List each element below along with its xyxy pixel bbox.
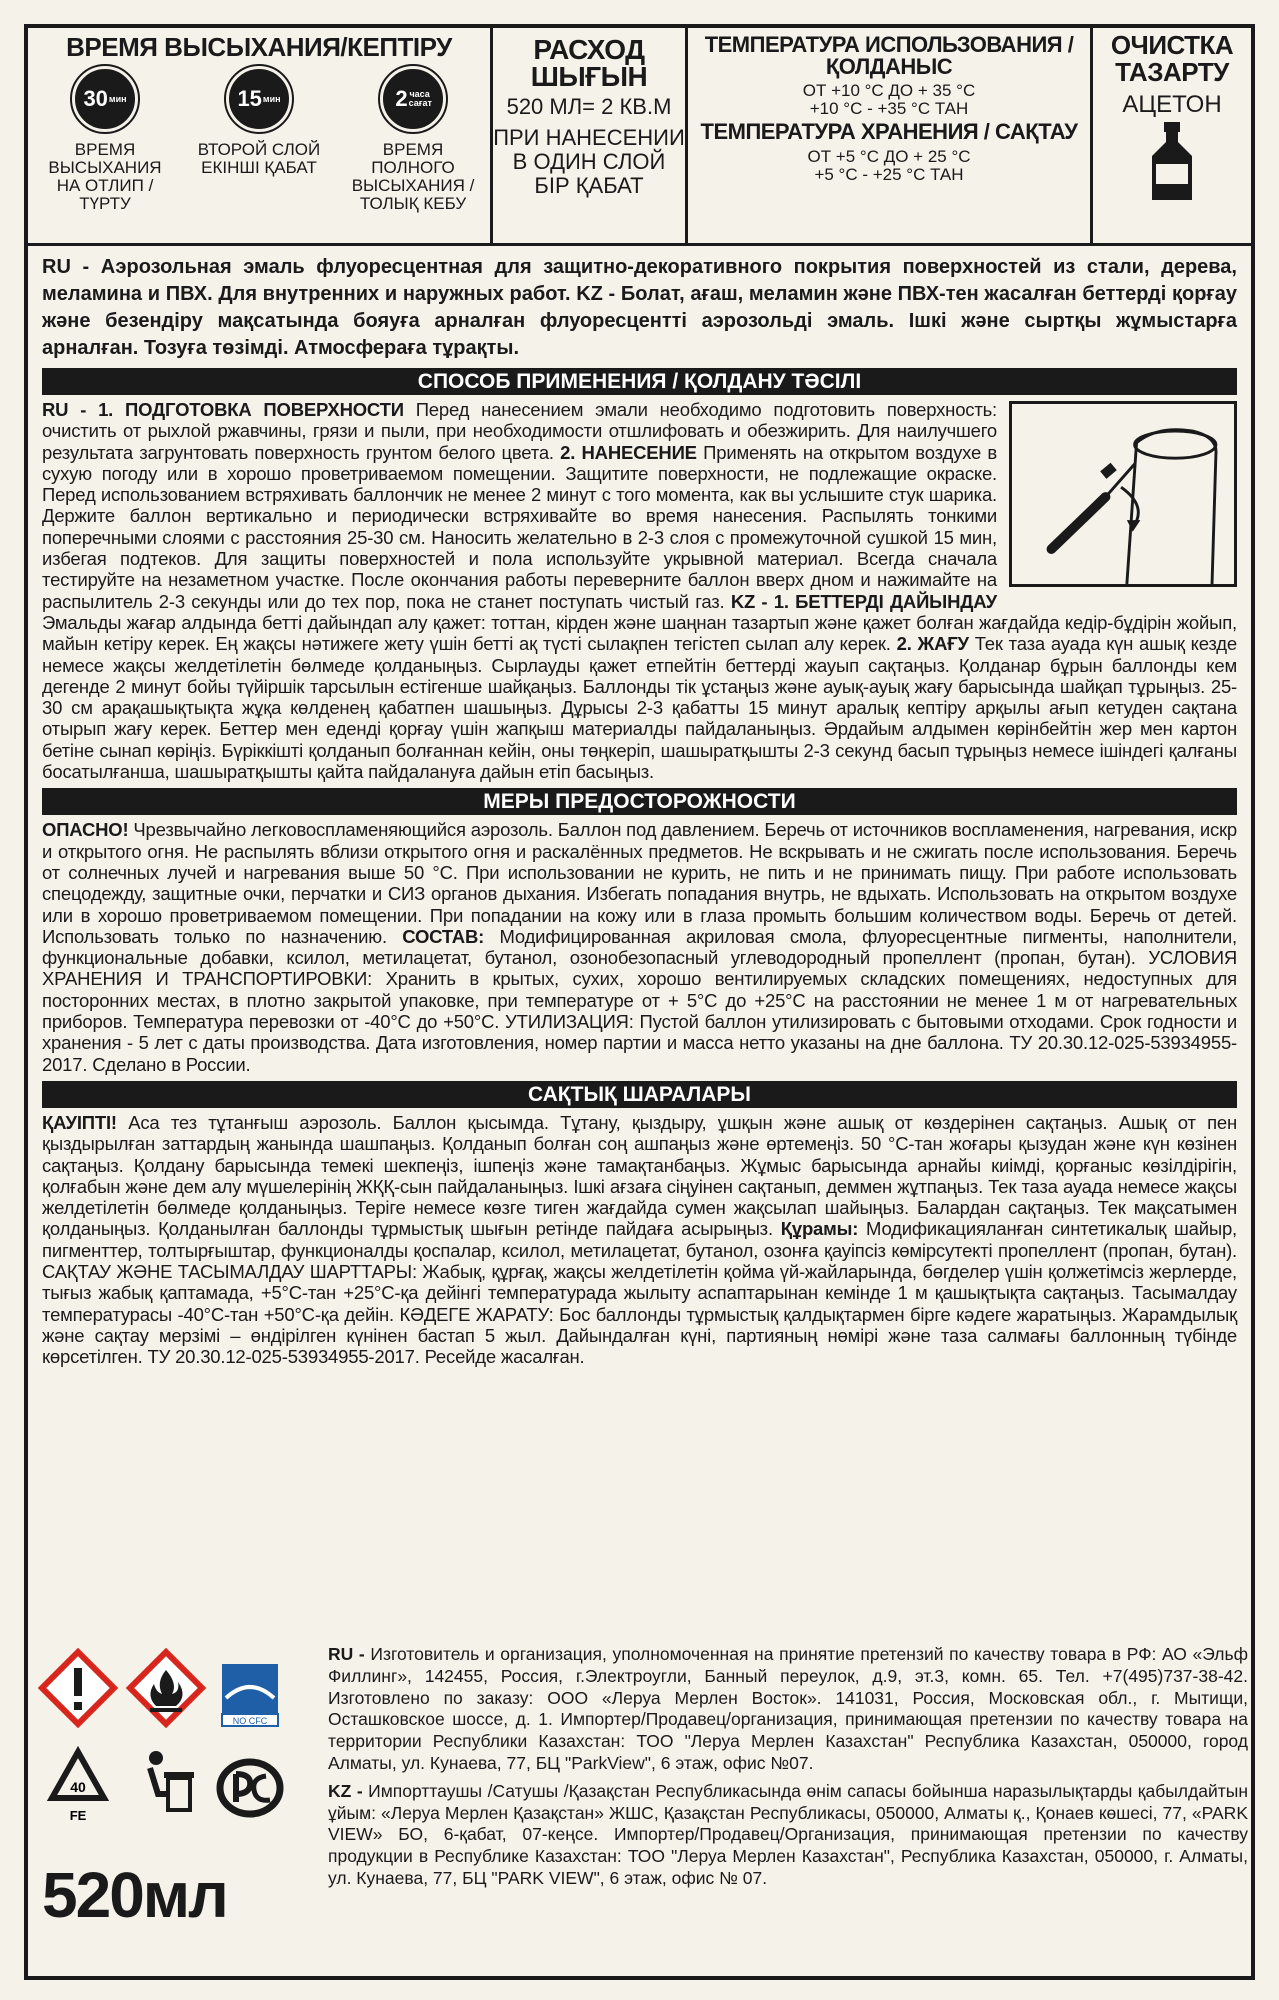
exclamation-hazard-icon	[42, 1652, 114, 1724]
timer-touch-dry	[35, 69, 175, 213]
precautions-kz-heading: САҚТЫҚ ШАРАЛАРЫ	[42, 1081, 1237, 1108]
manufacturer-info	[328, 1644, 1248, 1890]
consumption-note: ПРИ НАНЕСЕНИИ В ОДИН СЛОЙ БІР ҚАБАТ	[493, 125, 685, 198]
timer-label: ВТОРОЙ СЛОЙ ЕКІНШІ ҚАБАТ	[197, 140, 321, 177]
use-temp-kz: +10 °С - +35 °С ТАН	[809, 99, 969, 118]
precautions-ru-heading: МЕРЫ ПРЕДОСТОРОЖНОСТИ	[42, 788, 1237, 815]
timer-icon: 30 мин	[75, 69, 135, 129]
can-shaking-illustration-icon	[1009, 401, 1237, 587]
precautions-kz-text: ҚАУІПТІ! Аса тез тұтанғыш аэрозоль. Баллон қысымда. Тұтану, қыздыру, ұшқын және ашық от көздерінен сақтаңыз. Ашық от пен қыздырылған заттардың жанында шашпаңыз. Қолданып болған соң ашпаңыз және өртемеңіз. 50 °С-тан жоғары қызудан және күн көзінен сақтаңыз. Қолдану барысында темекі шекпеңіз, ішпеңіз және тамақтанбаңыз. Жұмыс барысында арнайы киімді, қорғаныс көзілдірігін, қолғабын және дем алу мүшелерінің ЖҚҚ-сын пайдаланыңыз. Ішкі ағзаға сіңуінен сақтанып, деммен жұтпаңыз. Тек таза ауада немесе жақсы желдетілетін бөлмеде қолданыңыз. Теріге немесе көзге тиген жағдайда сумен жақсылап шайыңыз. Балардан сақтаңыз. Тек мақсатымен қолданыңыз. Қолданылған баллонды тұрмыстық шығын ретінде пайдаға асырыңыз. Құрамы: Модификацияланған синтетикалық шайыр, пигменттер, толтырғыштар, функционалды қоспалар, ксилол, метилацетат, бутанол, озонға қауіпсіз көмірсутекті пропеллент (пропан, бутан). САҚТАУ ЖӘНЕ ТАСЫМАЛДАУ ШАРТТАРЫ: Жабық, құрғақ, жақсы желдетілетін қойма үй-жайларында, бөгделер үшін қолжетімсіз жерлерде, тығыз жабық қаптамада, +5°С-тан +25°С-қа дейінгі температурада жылыту аспаптарынан кемінде 1 м қашықтықта сақтаңыз. Тасымалдау температурасы -40°С-тан +50°С-қа дейін. КӘДЕГЕ ЖАРАТУ: Бос баллонды тұрмыстық қалдықтармен бірге кәдеге жаратыңыз. Жарамдылық және сақтау мерзімі – өндірілген күнінен бастап 5 жыл. Дайындалған күні, партияның нөмірі және таза салмағы баллонның түбінде көрсетілген. ТУ 20.30.12-025-53934955-2017. Ресейде жасалған.	[42, 1111, 1237, 1368]
cleaning-cell	[1093, 28, 1251, 243]
cleaning-title-kz: ТАЗАРТУ	[1115, 57, 1229, 87]
cleaning-agent: АЦЕТОН	[1122, 91, 1222, 118]
drying-title: ВРЕМЯ ВЫСЫХАНИЯ/КЕПТІРУ	[66, 32, 452, 62]
consumption-title-ru: РАСХОД	[533, 34, 645, 65]
label-body	[28, 246, 1251, 1367]
store-temp-ru: ОТ +5 °С ДО + 25 °С	[807, 147, 971, 166]
hazard-symbols	[38, 1648, 318, 1858]
method-heading: СПОСОБ ПРИМЕНЕНИЯ / ҚОЛДАНУ ТӘСІЛІ	[42, 368, 1237, 395]
certification-icons	[38, 1648, 318, 1863]
solvent-bottle-icon	[1142, 120, 1202, 202]
drying-timers	[28, 69, 490, 213]
recycle-icon	[52, 1752, 104, 1823]
pct-certification-icon	[220, 1762, 280, 1814]
timer-label: ВРЕМЯ ПОЛНОГО ВЫСЫХАНИЯ / ТОЛЫҚ КЕБУ	[351, 140, 475, 213]
cleaning-title-ru: ОЧИСТКА	[1110, 30, 1234, 60]
consumption-amount: 520 МЛ= 2 КВ.М	[506, 94, 672, 119]
product-label	[24, 24, 1255, 1980]
consumption-title-kz: ШЫҒЫН	[530, 61, 648, 92]
svg-text:NO CFC: NO CFC	[232, 1716, 268, 1726]
timer-icon: 2 часа сағат	[383, 69, 443, 129]
store-temp-title: ТЕМПЕРАТУРА ХРАНЕНИЯ / САҚТАУ	[700, 119, 1078, 144]
svg-text:FE: FE	[69, 1808, 87, 1823]
dispose-in-bin-icon	[149, 1751, 194, 1810]
info-header	[28, 28, 1251, 246]
svg-text:40: 40	[70, 1779, 86, 1795]
manufacturer-kz: KZ - Импорттаушы /Сатушы /Қазақстан Республикасында өнім сапасы бойынша наразылықтарды қабылдайтын ұйым: «Леруа Мерлен Қазақстан» ЖШС, Қазақстан Республикасы, 050000, Алматы қ., Қонаев көшесі, 77, «PARK VIEW» БО, 6-қабат, 07-кеңсе. Импортер/Продавец/Организация, принимающая претензии по качеству продукции в Республике Казахстан: ТОО "Леруа Мерлен Казахстан", Республика Казахстан, 050000, г. Алматы, ул. Кунаева, 77, БЦ "PARK VIEW", 6 этаж, офис № 07.	[328, 1780, 1248, 1888]
method-text: RU - 1. ПОДГОТОВКА ПОВЕРХНОСТИ Перед нанесением эмали необходимо подготовить поверхность: очистить от рыхлой ржавчины, грязи и пыли, при необходимости отшлифовать и обезжирить. Для наилучшего результата загрунтовать поверхность грунтом белого цвета. 2. НАНЕСЕНИЕ Применять на открытом воздухе в сухую погоду или в хорошо проветриваемом помещении. Защитите поверхности, не подлежащие окраске. Перед использованием встряхивать баллончик не менее 2 минут с того момента, как вы услышите стук шарика. Держите баллон вертикально и периодически встряхивайте во время нанесения. Распылять тонкими поперечными слоями с расстояния 25-30 см. Наносить желательно в 2-3 слоя с промежуточной сушкой 15 мин, избегая подтеков. Для защиты поверхностей и пола используйте укрывной материал. Всегда сначала тестируйте на незаметном участке. После окончания работы переверните баллон вверх дном и нажимайте на распылитель 2-3 секунды или до тех пор, пока не станет поступать чистый газ. KZ - 1. БЕТТЕРДІ ДАЙЫНДАУ Эмальды жағар алдында бетті дайындап алу қажет: тоттан, кірден және шаңнан тазартып және қажет болған жағдайда кедір-бұдірін жойып, майын кетіру керек. Ең жақсы нәтижеге жету үшін бетті ақ түсті сылақпен тегістеп сылап алу керек. 2. ЖАҒУ Тек таза ауада күн ашық кезде немесе жақсы желдетілетін бөлмеде қолданыңыз. Сырлауды қажет етпейтін беттерді жауып сақтаңыз. Қолданар бұрын баллонды кем дегенде 2 минут бойы түйіршік тарсылын естігенше шайқаңыз. Баллонды тік ұстаңыз және ауық-ауық жағу барысында шайқап тұрыңыз. 25- 30 см арақашықтықта жұқа көлденең қабатпен шашыңыз. Дұрысы 2-3 қабатты 15 минут аралық кептіру арқылы ағып кетуден сақтана отырып жағу керек. Беттер мен еденді қорғау үшін жапқыш материалды пайдаланыңыз. Әрдайым алдымен көрінбейтін жер мен картон бетіне сынап көріңіз. Бүріккішті қолданып болғаннан кейін, оны төңкеріп, шашыратқышты 2-3 секунд басып тұрыңыз немесе ішіндегі қалғаны босатылғанша, шашыратқышты қайта пайдалануға дайын етіп басыңыз.	[42, 399, 1237, 783]
timer-icon: 15 мин	[229, 69, 289, 129]
timer-full-dry	[343, 69, 483, 213]
timer-label: ВРЕМЯ ВЫСЫХАНИЯ НА ОТЛИП / ТҮРТУ	[48, 140, 162, 213]
manufacturer-ru: RU - Изготовитель и организация, уполномоченная на принятие претензий по качеству товара в РФ: АО «Эльф Филлинг», 142455, Россия, г.Электроугли, Банный переулок, д.9, эт.3, комн. 65. Тел. +7(495)737-38-42. Изготовлено по заказу: ООО «Леруа Мерлен Восток». 141031, Россия, Московская обл., г. Мытищи, Осташковское шоссе, д. 1. Импортер/Продавец/организация, принимающая претензии по качеству товара на территории Республики Казахстан: ТОО "Леруа Мерлен Казахстан" Республика Казахстан, 050000, город Алматы, ул. Кунаева, 77, БЦ "ParkView", 6 этаж, офис №07.	[328, 1644, 1248, 1773]
store-temp-kz: +5 °С - +25 °С ТАН	[814, 165, 964, 184]
flammable-hazard-icon	[130, 1652, 202, 1724]
no-cfc-icon	[222, 1664, 278, 1726]
precautions-ru-text: ОПАСНО! Чрезвычайно легковоспламеняющийся аэрозоль. Баллон под давлением. Беречь от источников воспламенения, нагревания, искр и открытого огня. Не распылять вблизи открытого огня и раскалённых предметов. Не вскрывать и не сжигать после использования. Беречь от солнечных лучей и нагревания выше 50 °С. При использовании не курить, не пить и не принимать пищу. При работе использовать спецодежду, защитные очки, перчатки и СИЗ органов дыхания. Избегать попадания внутрь, не вдыхать. Использовать на открытом воздухе или в хорошо проветриваемом помещении. При попадании на кожу или в глаза промыть большим количеством воды. Беречь от детей. Использовать только по назначению. СОСТАВ: Модифицированная акриловая смола, флуоресцентные пигменты, наполнители, функциональные добавки, ксилол, метилацетат, бутанол, озонобезопасный углеводородный пропеллент (пропан, бутан). УСЛОВИЯ ХРАНЕНИЯ И ТРАНСПОРТИРОВКИ: Хранить в крытых, сухих, хорошо вентилируемых складских помещениях, недоступных для посторонних местах, в плотно закрытой упаковке, при температуре от + 5°С до +25°С на расстоянии не менее 1 м от нагревательных приборов. Температура перевозки от -40°С до +50°С. УТИЛИЗАЦИЯ: Пустой баллон утилизировать с бытовыми отходами. Срок годности и хранения - 5 лет с даты производства. Дата изготовления, номер партии и масса нетто указаны на дне баллона. ТУ 20.30.12-025-53934955-2017. Сделано в России.	[42, 819, 1237, 1075]
product-description: RU - Аэрозольная эмаль флуоресцентная для защитно-декоративного покрытия поверхностей из стали, дерева, меламина и ПВХ. Для внутренних и наружных работ. KZ - Болат, ағаш, меламин және ПВХ-тен жасалған беттерді қорғау және безендіру мақсатында бояуға арналған флуоресцентті аэрозольді эмаль. Ішкі және сыртқы жұмыстарға арналған. Тозуға төзімді. Атмосфераға тұрақты.	[42, 256, 1237, 359]
timer-second-coat	[189, 69, 329, 213]
use-temp-ru: ОТ +10 °С ДО + 35 °С	[802, 81, 976, 100]
drying-cell	[28, 28, 493, 243]
volume-mark: 520мл	[42, 1859, 227, 1931]
consumption-cell	[493, 28, 688, 243]
use-temp-title: ТЕМПЕРАТУРА ИСПОЛЬЗОВАНИЯ / ҚОЛДАНЫС	[704, 32, 1074, 79]
temperature-cell	[688, 28, 1093, 243]
footer	[28, 1638, 1251, 1978]
